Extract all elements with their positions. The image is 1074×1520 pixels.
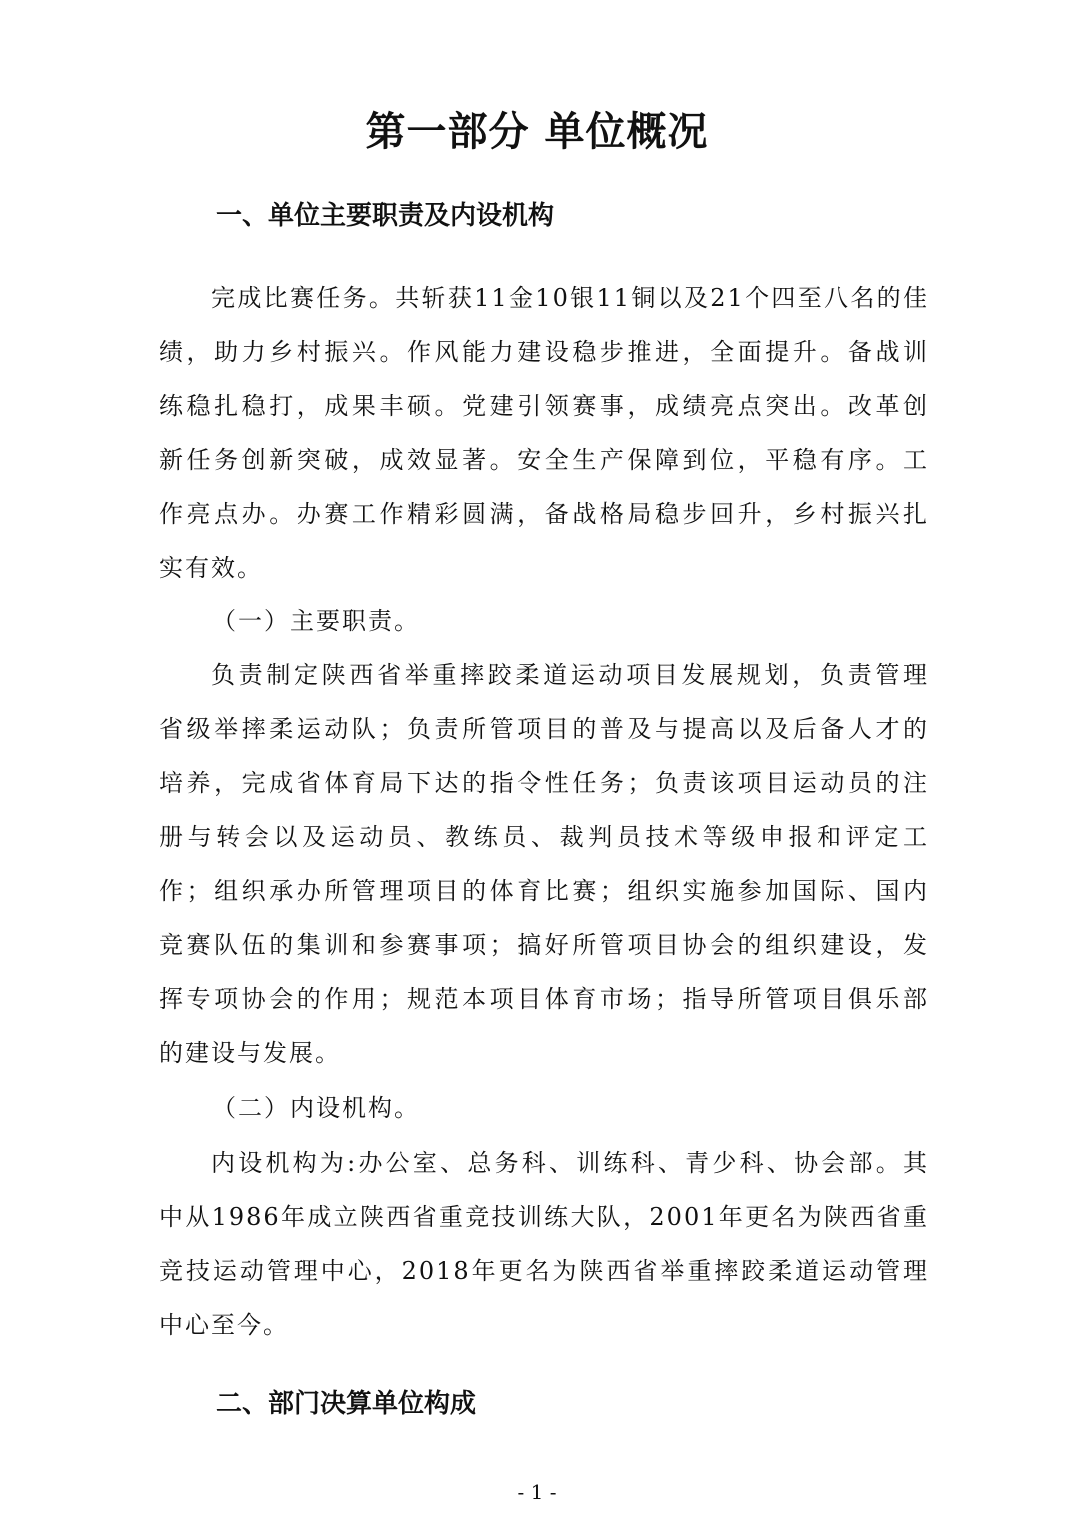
subheading-internal-structure: （二）内设机构。 [212, 1094, 420, 1122]
text-line: 练稳扎稳打，成果丰硕。党建引领赛事，成绩亮点突出。改革创 [159, 392, 929, 420]
section-heading-2: 二、部门决算单位构成 [216, 1389, 477, 1419]
text-line: 竞赛队伍的集训和参赛事项；搞好所管项目协会的组织建设，发 [159, 931, 929, 959]
text-line: 负责制定陕西省举重摔跤柔道运动项目发展规划，负责管理 [211, 661, 929, 689]
text-line: 完成比赛任务。共斩获11金10银11铜以及21个四至八名的佳 [211, 284, 929, 312]
text-line: 中从1986年成立陕西省重竞技训练大队，2001年更名为陕西省重 [159, 1203, 929, 1231]
text-line: 新任务创新突破，成效显著。安全生产保障到位，平稳有序。工 [159, 446, 929, 474]
page-title: 第一部分 单位概况 [365, 108, 709, 155]
page-number: - 1 - [517, 1480, 557, 1504]
text-line: 绩，助力乡村振兴。作风能力建设稳步推进，全面提升。备战训 [159, 338, 929, 366]
text-line: 作亮点办。办赛工作精彩圆满，备战格局稳步回升，乡村振兴扎 [159, 500, 929, 528]
intro-paragraph [159, 271, 929, 595]
structure-paragraph [159, 1136, 929, 1352]
text-line: 内设机构为:办公室、总务科、训练科、青少科、协会部。其 [211, 1149, 929, 1177]
text-line: 册与转会以及运动员、教练员、裁判员技术等级申报和评定工 [159, 823, 929, 851]
text-line: 中心至今。 [159, 1311, 289, 1339]
text-line: 实有效。 [159, 554, 263, 582]
duties-paragraph [159, 648, 929, 1080]
text-line: 挥专项协会的作用；规范本项目体育市场；指导所管项目俱乐部 [159, 985, 929, 1013]
text-line: 省级举摔柔运动队；负责所管项目的普及与提高以及后备人才的 [159, 715, 929, 743]
subheading-main-duties: （一）主要职责。 [212, 607, 420, 635]
text-line: 培养，完成省体育局下达的指令性任务；负责该项目运动员的注 [159, 769, 929, 797]
text-line: 竞技运动管理中心，2018年更名为陕西省举重摔跤柔道运动管理 [159, 1257, 929, 1285]
section-heading-1: 一、单位主要职责及内设机构 [216, 201, 555, 231]
text-line: 作；组织承办所管理项目的体育比赛；组织实施参加国际、国内 [159, 877, 929, 905]
text-line: 的建设与发展。 [159, 1039, 341, 1067]
